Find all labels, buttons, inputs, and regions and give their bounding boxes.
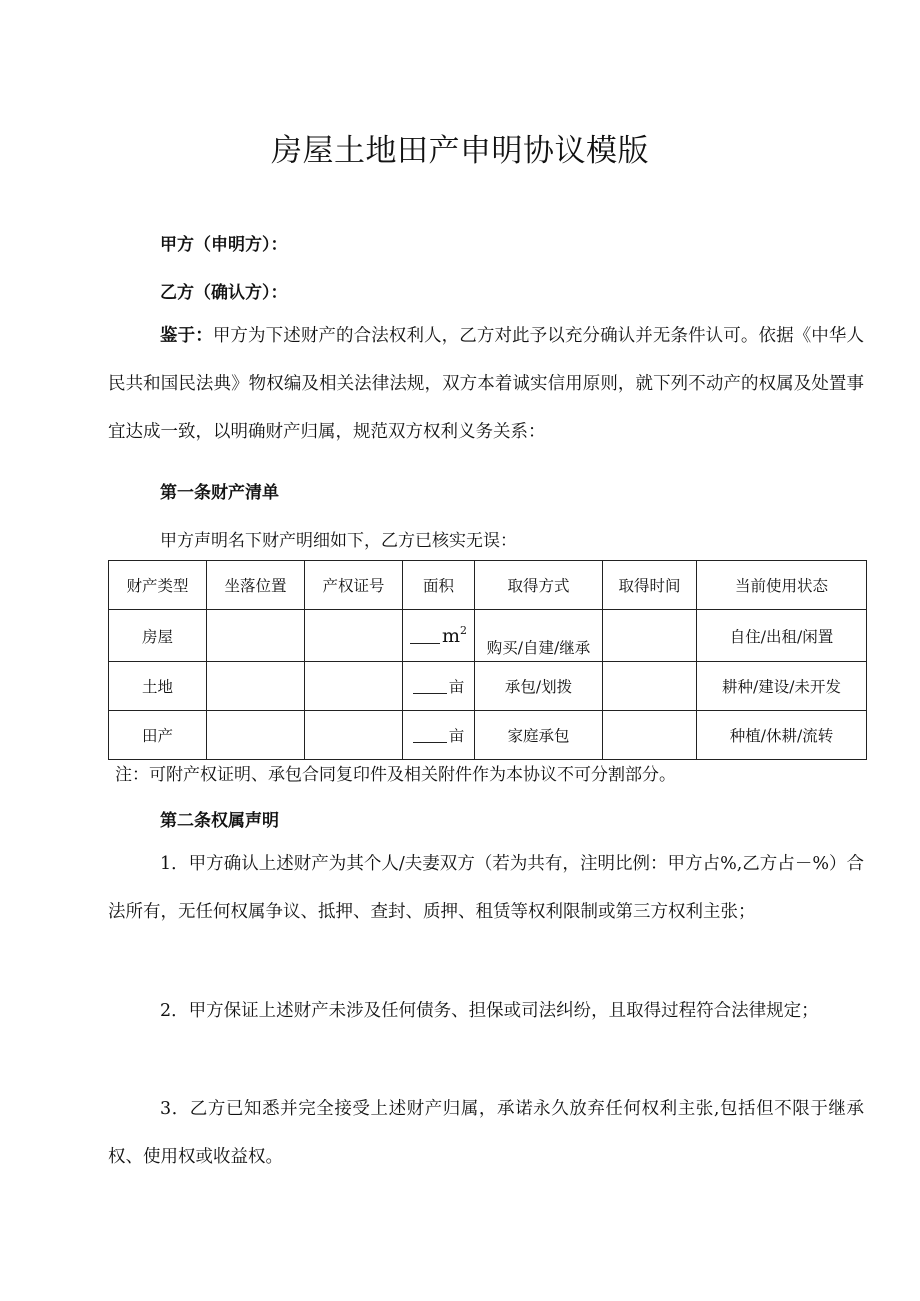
area-cell[interactable] [403, 711, 475, 760]
status-cell: 自住/出租/闲置 [697, 610, 867, 662]
cert-cell[interactable] [305, 610, 403, 662]
header-cell: 面积 [403, 561, 475, 610]
article2-heading: 第二条权属声明 [160, 811, 279, 831]
area-blank[interactable] [413, 728, 447, 743]
preamble-paragraph [108, 312, 864, 456]
header-cell: 坐落位置 [207, 561, 305, 610]
article1-heading: 第一条财产清单 [160, 483, 279, 503]
header-cell: 取得方式 [475, 561, 603, 610]
status-cell: 种植/休耕/流转 [697, 711, 867, 760]
cert-cell[interactable] [305, 711, 403, 760]
document-title: 房屋土地田产申明协议模版 [271, 133, 649, 169]
area-cell[interactable] [403, 610, 475, 662]
header-cell: 取得时间 [603, 561, 697, 610]
area-blank[interactable] [413, 679, 447, 694]
table-note: 注：可附产权证明、承包合同复印件及相关附件作为本协议不可分割部分。 [115, 765, 676, 785]
table-row [109, 662, 867, 711]
article2-item-2: 2．甲方保证上述财产未涉及任何债务、担保或司法纠纷，且取得过程符合法律规定； [160, 1001, 819, 1021]
area-cell[interactable] [403, 662, 475, 711]
location-cell[interactable] [207, 610, 305, 662]
acquire-cell: 购买/自建/继承 [475, 610, 603, 662]
table-header-row [109, 561, 867, 610]
area-unit: 亩 [448, 678, 465, 696]
preamble-text: 甲方为下述财产的合法权利人，乙方对此予以充分确认并无条件认可。依据《中华人民共和国民法典》物权编及相关法律法规，双方本着诚实信用原则，就下列不动产的权属及处置事宜达成一致，以明确财产归属，规范双方权利义务关系： [108, 326, 865, 442]
cert-cell[interactable] [305, 662, 403, 711]
party-b-label: 乙方（确认方）： [160, 283, 288, 303]
header-cell: 当前使用状态 [697, 561, 867, 610]
area-unit: $m^2$ [441, 624, 468, 647]
article2-item-3: 3．乙方已知悉并完全接受上述财产归属，承诺永久放弃任何权利主张,包括但不限于继承权、使用权或收益权。 [108, 1099, 864, 1167]
time-cell[interactable] [603, 610, 697, 662]
status-cell: 耕种/建设/未开发 [697, 662, 867, 711]
party-a-label: 甲方（申明方）： [160, 235, 288, 255]
table-row [109, 610, 867, 662]
acquire-cell: 家庭承包 [475, 711, 603, 760]
type-cell: 房屋 [109, 610, 207, 662]
time-cell[interactable] [603, 662, 697, 711]
location-cell[interactable] [207, 711, 305, 760]
area-unit: 亩 [448, 727, 465, 745]
location-cell[interactable] [207, 662, 305, 711]
header-cell: 产权证号 [305, 561, 403, 610]
article1-intro: 甲方声明名下财产明细如下，乙方已核实无误： [160, 531, 517, 551]
article2-item-1: 1．甲方确认上述财产为其个人/夫妻双方（若为共有，注明比例：甲方占%,乙方占－%）合法所有，无任何权属争议、抵押、查封、质押、租赁等权利限制或第三方权利主张； [108, 854, 864, 922]
header-cell: 财产类型 [109, 561, 207, 610]
table-row [109, 711, 867, 760]
asset-table [108, 560, 867, 760]
type-cell: 土地 [109, 662, 207, 711]
preamble-lead: 鉴于： [160, 326, 213, 346]
time-cell[interactable] [603, 711, 697, 760]
area-blank[interactable] [410, 629, 440, 644]
acquire-cell: 承包/划拨 [475, 662, 603, 711]
type-cell: 田产 [109, 711, 207, 760]
